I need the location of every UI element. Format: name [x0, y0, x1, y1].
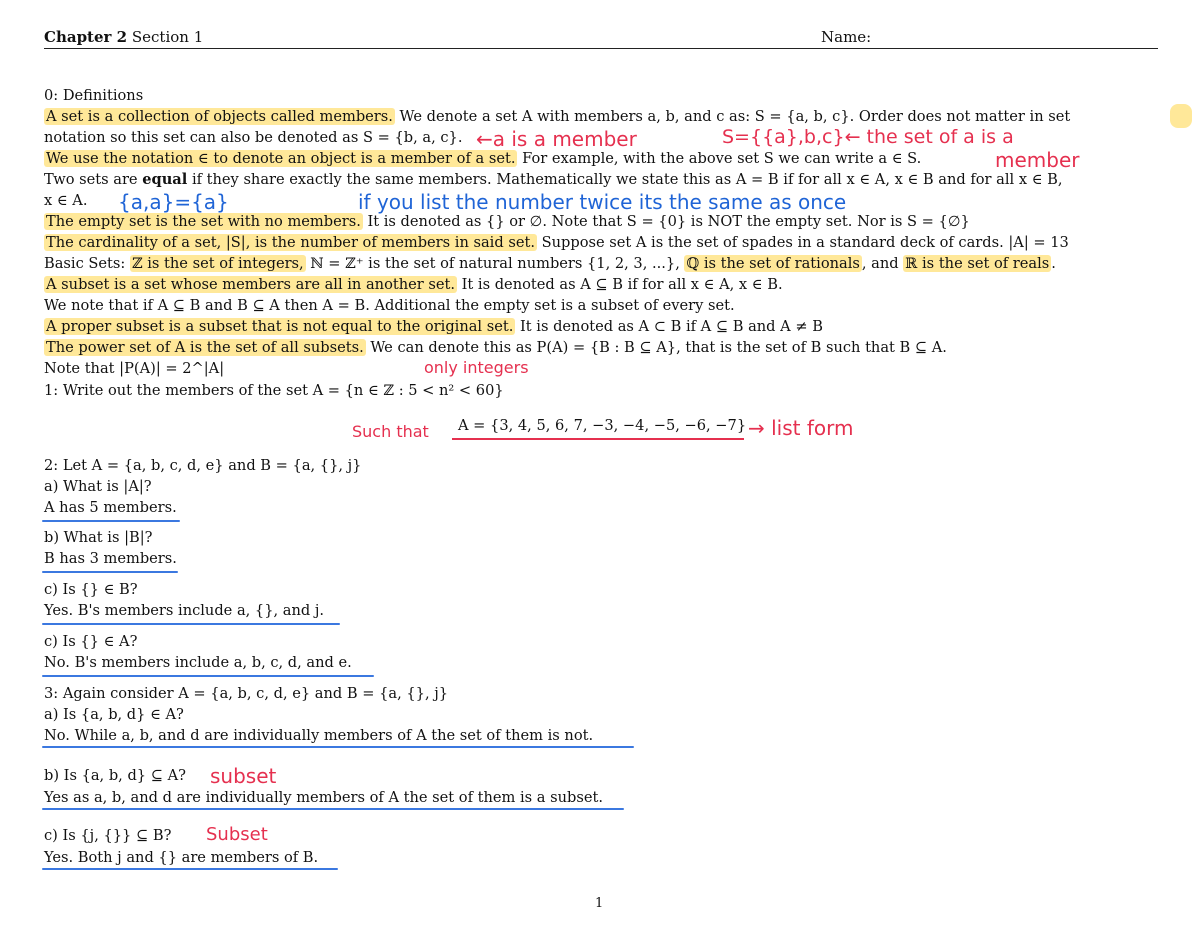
definitions-title: 0: Definitions — [44, 87, 144, 104]
basic-end: . — [1051, 255, 1056, 272]
hw-set-note: S={{a},b,c}← the set of a is a — [722, 126, 1014, 148]
def-proper-subset — [44, 317, 823, 337]
def-equal-pre: Two sets are — [44, 171, 143, 188]
basic-reals-highlight: ℝ is the set of reals — [905, 255, 1050, 272]
def-member-highlight: We use the notation ∈ to denote an object is a member of a set. — [46, 150, 516, 167]
hw-dup-note: if you list the number twice its the same as once — [358, 190, 847, 214]
q2c-answer: Yes. B's members include a, {}, and j. — [44, 602, 325, 619]
def-empty-highlight: The empty set is the set with no members. — [46, 213, 361, 230]
highlight-smudge — [1170, 104, 1192, 128]
hw-such-that: Such that — [352, 422, 429, 441]
def-cardinality-rest: Suppose set A is the set of spades in a standard deck of cards. |A| = 13 — [536, 234, 1069, 251]
basic-integers-highlight: ℤ is the set of integers, — [131, 255, 304, 272]
def-power-rest: We can denote this as P(A) = {B : B ⊆ A}, that is the set of B such that B ⊆ A. — [365, 339, 947, 356]
def-basic-sets — [44, 254, 1056, 274]
hw-only-integers: only integers — [424, 358, 529, 377]
def-subset-highlight: A subset is a set whose members are all in another set. — [46, 276, 456, 293]
def-power-highlight: The power set of A is the set of all subsets. — [46, 339, 364, 356]
q3a-answer: No. While a, b, and d are individually members of A the set of them is not. — [44, 727, 594, 744]
hw-subset-2: Subset — [206, 824, 268, 845]
q2a-answer: A has 5 members. — [44, 499, 177, 516]
def-power-set — [44, 338, 947, 358]
q2a-question: a) What is |A|? — [44, 478, 152, 495]
q1-prompt: 1: Write out the members of the set A = {n ∈ ℤ : 5 < n² < 60} — [44, 382, 504, 399]
chapter-label: Chapter 2 — [44, 28, 128, 46]
basic-rationals-highlight: ℚ is the set of rationals — [686, 255, 860, 272]
q3b-question: b) Is {a, b, d} ⊆ A? — [44, 767, 186, 784]
q3b-answer: Yes as a, b, and d are individually members of A the set of them is a subset. — [44, 789, 603, 806]
q2a-underline — [42, 520, 180, 522]
q2c-underline — [42, 623, 340, 625]
q1-answer: A = {3, 4, 5, 6, 7, −3, −4, −5, −6, −7} — [458, 417, 747, 434]
q3b-underline — [42, 808, 624, 810]
def-member — [44, 149, 921, 169]
q2d-underline — [42, 675, 374, 677]
page-number: 1 — [595, 896, 604, 911]
def-note-equal-subsets: We note that if A ⊆ B and B ⊆ A then A = B. Additional the empty set is a subset of every set. — [44, 297, 735, 314]
header-rule — [44, 48, 1158, 49]
hw-list-form: → list form — [748, 416, 854, 440]
def-proper-rest: It is denoted as A ⊂ B if A ⊆ B and A ≠ B — [515, 318, 823, 335]
q2b-underline — [42, 571, 178, 573]
def-proper-highlight: A proper subset is a subset that is not equal to the original set. — [46, 318, 514, 335]
def-empty-rest: It is denoted as {} or ∅. Note that S = {0} is NOT the empty set. Nor is S = {∅} — [362, 213, 970, 230]
q2d-answer: No. B's members include a, b, c, d, and e. — [44, 654, 352, 671]
def-subset-rest: It is denoted as A ⊆ B if for all x ∈ A, x ∈ B. — [457, 276, 783, 293]
name-label: Name: — [821, 28, 872, 46]
hw-dup-example: {a,a}={a} — [118, 190, 229, 214]
q2b-question: b) What is |B|? — [44, 529, 153, 546]
basic-naturals: ℕ = ℤ⁺ is the set of natural numbers {1, 2, 3, ...}, — [305, 255, 680, 272]
def-equal-line2: x ∈ A. — [44, 192, 88, 209]
hw-member-word: member — [995, 148, 1080, 172]
section-label: Section 1 — [127, 28, 204, 46]
q2-prompt: 2: Let A = {a, b, c, d, e} and B = {a, {}, j} — [44, 457, 362, 474]
q3c-answer: Yes. Both j and {} are members of B. — [44, 849, 319, 866]
def-equal — [44, 170, 1063, 190]
hw-member-note: ←a is a member — [476, 127, 637, 151]
q3-prompt: 3: Again consider A = {a, b, c, d, e} and B = {a, {}, j} — [44, 685, 449, 702]
basic-sets-label: Basic Sets: — [44, 255, 130, 272]
q2d-question: c) Is {} ∈ A? — [44, 633, 138, 650]
def-empty — [44, 212, 970, 232]
hw-subset-1: subset — [210, 764, 277, 788]
def-set-rest: We denote a set A with members a, b, and c as: S = {a, b, c}. Order does not matter in set — [394, 108, 1071, 125]
def-set-line2: notation so this set can also be denoted as S = {b, a, c}. — [44, 129, 463, 146]
q3c-underline — [42, 868, 338, 870]
def-equal-post: if they share exactly the same members. Mathematically we state this as A = B if for all x ∈ A, x ∈ B and for all x ∈ B, — [187, 171, 1063, 188]
q3a-underline — [42, 746, 634, 748]
def-subset — [44, 275, 783, 295]
def-member-rest: For example, with the above set S we can write a ∈ S. — [517, 150, 922, 167]
q3c-question: c) Is {j, {}} ⊆ B? — [44, 827, 172, 844]
page-header — [44, 28, 1158, 48]
def-cardinality-highlight: The cardinality of a set, |S|, is the number of members in said set. — [46, 234, 535, 251]
q1-answer-underline — [452, 438, 744, 440]
basic-sep: , and — [861, 255, 904, 272]
def-set-highlight: A set is a collection of objects called members. — [46, 108, 393, 125]
q3a-question: a) Is {a, b, d} ∈ A? — [44, 706, 184, 723]
q2c-question: c) Is {} ∈ B? — [44, 581, 138, 598]
def-power-note: Note that |P(A)| = 2^|A| — [44, 360, 225, 377]
def-set — [44, 107, 1070, 127]
q2b-answer: B has 3 members. — [44, 550, 177, 567]
def-equal-word: equal — [142, 171, 188, 188]
def-cardinality — [44, 233, 1069, 253]
